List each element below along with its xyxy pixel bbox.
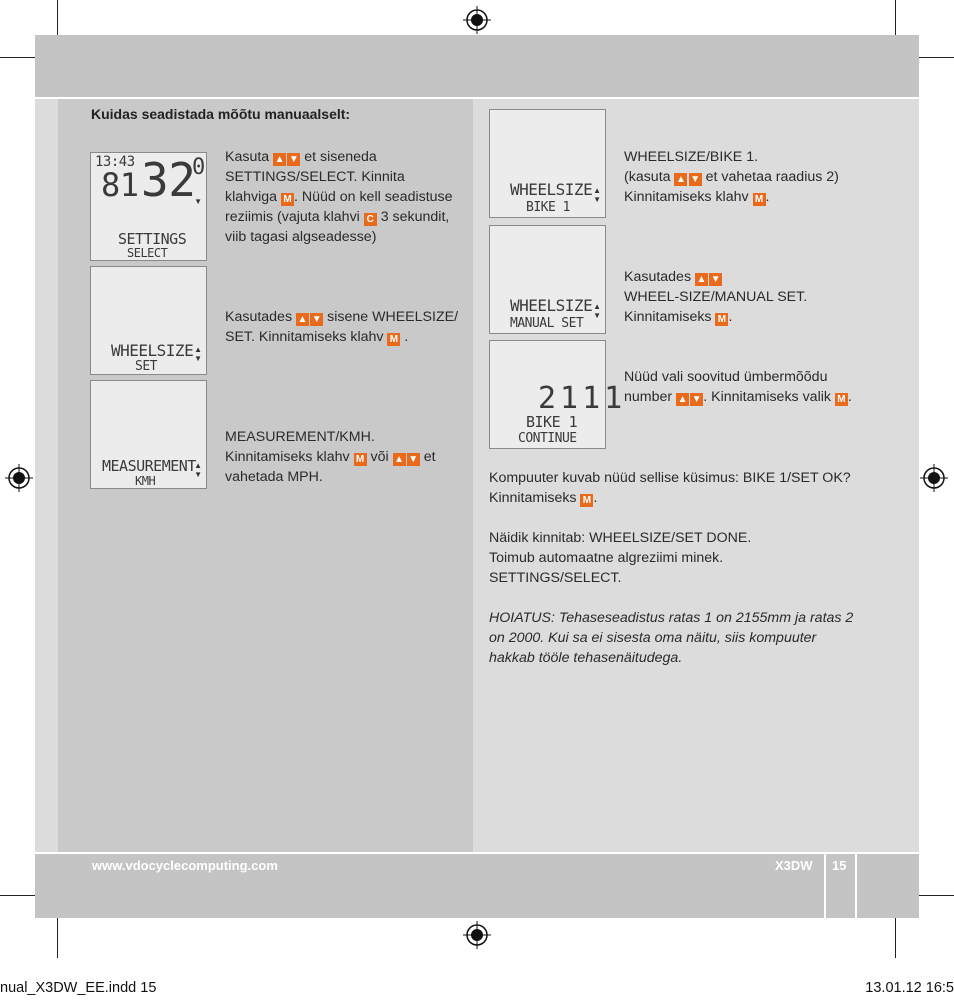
crop-mark <box>919 57 954 58</box>
up-down-arrows-icon: ▲ ▼ <box>194 345 202 363</box>
up-key-icon: ▲ <box>677 394 688 405</box>
down-key-icon: ▼ <box>311 314 322 325</box>
footer-model: X3DW <box>775 858 813 873</box>
up-down-arrows-icon: ▲ ▼ <box>194 461 202 479</box>
lcd-line1: WHEELSIZE <box>510 180 593 199</box>
lcd-line1: SETTINGS <box>118 230 187 248</box>
up-down-arrows-icon: ▲ ▼ <box>593 186 601 204</box>
up-key-icon: ▲ <box>394 454 405 465</box>
lcd-display-settings <box>90 152 207 261</box>
crop-mark <box>57 918 58 958</box>
m-key-icon: M <box>715 313 728 326</box>
lcd-line2: BIKE 1 <box>526 200 570 215</box>
crop-mark <box>919 895 954 896</box>
m-key-icon: M <box>387 333 400 346</box>
crop-mark <box>0 895 35 896</box>
step-text: Kasuta ▲ ▼ et siseneda SETTINGS/SELECT. Kinnita klahviga M . Nüüd on kell seadistuse reziimis (vajuta klahvi C 3 sekundit, viib tagasi algseadesse) <box>225 149 453 245</box>
lcd-line1: WHEELSIZE <box>111 341 194 360</box>
done-paragraph: Näidik kinnitab: WHEELSIZE/SET DONE. Toimub automaatne algreziimi minek. SETTINGS/SELECT. <box>489 530 752 586</box>
step-text: MEASUREMENT/KMH. Kinnitamiseks klahv M või ▲ ▼ et vahetada MPH. <box>225 429 436 485</box>
m-key-icon: M <box>753 193 766 206</box>
step-text: WHEELSIZE/BIKE 1. (kasuta ▲ ▼ et vahetaa raadius 2) Kinnitamiseks klahv M . <box>624 149 839 205</box>
step-text: Nüüd vali soovitud ümbermõõdu number ▲ ▼ . Kinnitamiseks valik M . <box>624 369 852 405</box>
lcd-line1: MEASUREMENT <box>102 457 196 475</box>
page-number: 15 <box>832 858 847 873</box>
down-key-icon: ▼ <box>690 174 701 185</box>
lcd-line2: CONTINUE <box>518 431 577 446</box>
lcd-line2: SELECT <box>127 246 168 260</box>
down-key-icon: ▼ <box>691 394 702 405</box>
date-slug: 13.01.12 16:5 <box>865 980 954 996</box>
up-key-icon: ▲ <box>696 274 707 285</box>
lcd-line2: SET <box>135 359 157 374</box>
lcd-big-number: 2111 <box>538 381 627 416</box>
registration-mark-icon <box>920 464 948 492</box>
header-band <box>35 35 919 97</box>
lcd-display-wheelsize-manual <box>489 225 606 334</box>
lcd-line1: BIKE 1 <box>526 413 578 431</box>
up-key-icon: ▲ <box>676 174 686 185</box>
lcd-display-wheelsize-set <box>90 266 207 375</box>
lcd-line2: MANUAL SET <box>510 316 584 331</box>
confirm-paragraph: Kompuuter kuvab nüüd sellise küsimus: BIKE 1/SET OK? Kinnitamiseks M . <box>489 470 851 506</box>
warning-paragraph: HOIATUS: Tehaseseadistus ratas 1 on 2155mm ja ratas 2 on 2000. Kui sa ei sisesta oma näitu, siis kompuuter hakkab tööle tehasenäitudega. <box>489 610 854 666</box>
lcd-line1: WHEELSIZE <box>510 296 593 315</box>
lcd-display-wheelsize-bike1 <box>489 109 606 218</box>
lcd-big-left: 81 <box>101 166 139 204</box>
down-key-icon: ▼ <box>710 274 721 285</box>
down-arrow-icon: ▼ <box>194 197 202 206</box>
up-key-icon: ▲ <box>297 314 308 325</box>
lcd-display-2111 <box>489 340 627 449</box>
crop-mark <box>0 57 35 58</box>
left-margin-strip <box>35 97 58 852</box>
m-key-icon: M <box>835 393 848 406</box>
lcd-time: 13:43 <box>95 154 135 170</box>
section-heading: Kuidas seadistada mõõtu manuaalselt: <box>91 106 351 122</box>
divider <box>855 852 857 918</box>
lcd-big-speed: 32 <box>141 153 196 207</box>
crop-mark <box>57 0 58 35</box>
lcd-decimal: 0 <box>192 155 205 180</box>
step-text: Kasutades ▲ ▼ WHEEL-SIZE/MANUAL SET. Kinnitamiseks M . <box>624 269 808 325</box>
step-text: Kasutades ▲ ▼ sisene WHEELSIZE/ SET. Kinnitamiseks klahv M . <box>225 309 459 345</box>
lcd-line2: KMH <box>135 474 156 488</box>
up-down-arrows-icon: ▲ ▼ <box>593 302 601 320</box>
up-key-icon: ▲ <box>274 154 285 165</box>
c-key-icon: C <box>364 213 377 226</box>
file-slug: nual_X3DW_EE.indd 15 <box>0 980 157 996</box>
down-key-icon: ▼ <box>408 454 419 465</box>
m-key-icon: M <box>354 453 367 466</box>
down-key-icon: ▼ <box>288 154 299 165</box>
registration-mark-icon <box>463 6 491 34</box>
registration-mark-icon <box>463 921 491 949</box>
footer-url: www.vdocyclecomputing.com <box>92 858 278 873</box>
lcd-display-measurement <box>90 380 207 489</box>
divider <box>824 852 826 918</box>
registration-mark-icon <box>5 464 33 492</box>
crop-mark <box>895 918 896 958</box>
divider <box>35 97 919 99</box>
m-key-icon: M <box>281 193 294 206</box>
m-key-icon: M <box>580 494 593 507</box>
crop-mark <box>895 0 896 35</box>
